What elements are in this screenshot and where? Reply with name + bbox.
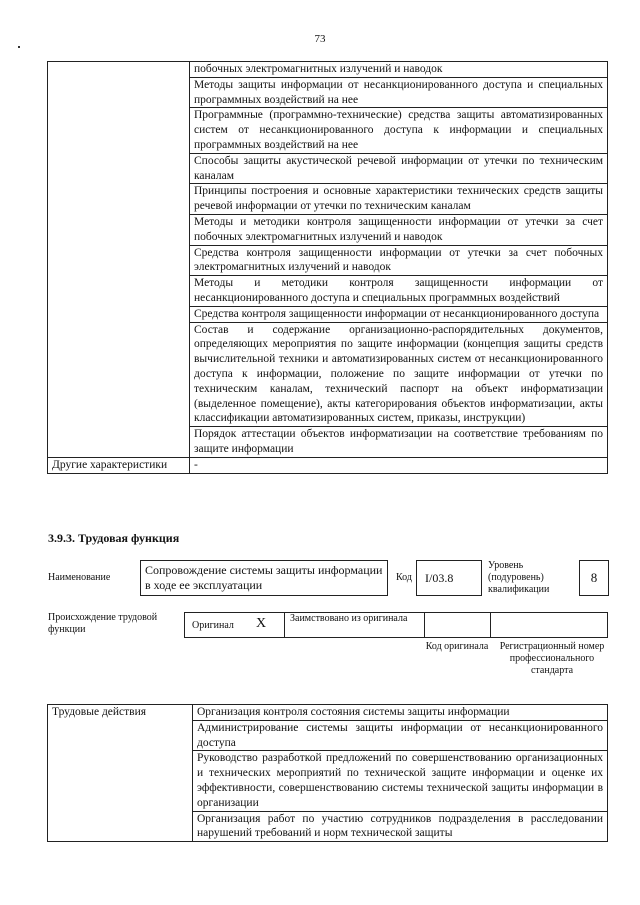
table-row: Руководство разработкой предложений по совершенствованию организационных и технических мероприятий по технической защите информации и оценке их эффективности, совершенствованию системы технической защиты информации в организации xyxy=(193,751,608,811)
borrowed-label: Заимствовано из оригинала xyxy=(290,613,408,624)
knowledge-table xyxy=(47,61,608,474)
table-row: Принципы построения и основные характеристики технических средств защиты речевой информации от утечки по техническим каналам xyxy=(190,184,608,215)
origin-divider xyxy=(490,612,491,638)
table-row: Организация контроля состояния системы защиты информации xyxy=(193,705,608,721)
name-label: Наименование xyxy=(48,572,111,583)
origin-divider xyxy=(424,612,425,638)
labor-actions-label: Трудовые действия xyxy=(48,705,193,842)
origin-label: Происхождение трудовой функции xyxy=(48,612,158,635)
code-box xyxy=(416,560,482,596)
reg-number-label: Регистрационный номер профессионального стандарта xyxy=(499,641,605,676)
code-original-label: Код оригинала xyxy=(425,641,489,652)
section-heading: 3.9.3. Трудовая функция xyxy=(48,531,180,545)
origin-divider xyxy=(284,612,285,638)
function-name-box xyxy=(140,560,388,596)
table-label-cell xyxy=(48,62,190,458)
code-value: I/03.8 xyxy=(425,571,454,585)
table-row: Средства контроля защищенности информации от утечки за счет побочных электромагнитных излучений и наводок xyxy=(190,245,608,276)
level-box xyxy=(579,560,609,596)
table-row: Администрирование системы защиты информации от несанкционированного доступа xyxy=(193,720,608,751)
scan-speck xyxy=(18,46,20,48)
page-cutoff xyxy=(47,865,609,905)
code-label: Код xyxy=(396,572,412,583)
original-label: Оригинал xyxy=(192,620,234,631)
table-row: Состав и содержание организационно-распорядительных документов, определяющих мероприятия по защите информации (концепция защиты средств вычислительной техники и автоматизированных систем от несанкционированного доступа к информации, положение по защите информации от утечки по техническим каналам, технический паспорт на объект информатизации (выделенное помещение), акты категорирования объектов информатизации, акты классификации автоматизированных систем, приказы, инструкции) xyxy=(190,322,608,427)
page-number: 73 xyxy=(314,33,326,45)
level-label: Уровень (подуровень) квалификации xyxy=(488,560,550,595)
table-row: Программные (программно-технические) средства защиты автоматизированных систем от несанкционированного доступа к информации и специальных программных воздействий на нее xyxy=(190,108,608,153)
table-row: Методы защиты информации от несанкционированного доступа и специальных программных воздействий на нее xyxy=(190,77,608,108)
original-mark: X xyxy=(256,616,267,631)
function-name-value: Сопровождение системы защиты информации в ходе ее эксплуатации xyxy=(145,563,383,592)
labor-actions-table xyxy=(47,704,608,842)
level-value: 8 xyxy=(590,570,598,585)
table-row: Способы защиты акустической речевой информации от утечки по техническим каналам xyxy=(190,153,608,184)
other-characteristics-label: Другие характеристики xyxy=(48,457,190,473)
table-row: побочных электромагнитных излучений и наводок xyxy=(190,62,608,78)
table-row: Организация работ по участию сотрудников подразделения в расследовании нарушений требований и норм технической защиты xyxy=(193,811,608,842)
table-row: Порядок аттестации объектов информатизации на соответствие требованиям по защите информации xyxy=(190,427,608,458)
other-characteristics-value: - xyxy=(190,457,608,473)
table-row: Средства контроля защищенности информации от несанкционированного доступа xyxy=(190,306,608,322)
table-row: Методы и методики контроля защищенности информации от несанкционированного доступа и специальных программных воздействий xyxy=(190,276,608,307)
table-row: Методы и методики контроля защищенности информации от утечки за счет побочных электромагнитных излучений и наводок xyxy=(190,214,608,245)
